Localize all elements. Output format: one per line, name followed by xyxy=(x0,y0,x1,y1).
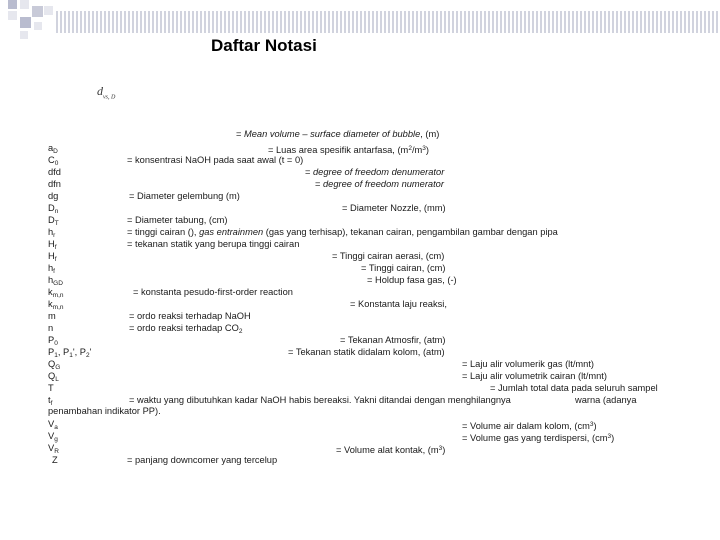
symbol: T xyxy=(48,383,54,393)
symbol: $D_n$ xyxy=(48,203,59,215)
definition: = Diameter gelembung (m) xyxy=(129,191,240,201)
symbol: dfd xyxy=(48,167,61,177)
symbol: dg xyxy=(48,191,59,201)
symbol: $V_g$ xyxy=(48,431,58,443)
definition: = Laju alir volumerik gas (lt/mnt) xyxy=(462,359,595,369)
definition: = Diameter tabung, (cm) xyxy=(127,215,228,225)
symbol: $Q_G$ xyxy=(48,359,61,371)
deco-square xyxy=(20,17,31,28)
symbol: $D_T$ xyxy=(48,215,59,227)
deco-square xyxy=(32,6,43,17)
symbol: $h_f$ xyxy=(48,263,55,275)
page-title: Daftar Notasi xyxy=(211,36,317,55)
symbol: m xyxy=(48,311,56,321)
symbol: $H_f$ xyxy=(48,239,57,251)
symbol: dfn xyxy=(48,179,61,189)
definition: = Volume alat kontak, $(m^3)$ xyxy=(336,445,446,455)
deco-square xyxy=(8,0,17,9)
definition: = Tekanan Atmosfir, (atm) xyxy=(340,335,446,345)
definition: = ordo reaksi terhadap $CO_2$ xyxy=(129,323,243,335)
definition-continuation: penambahan indikator PP). xyxy=(48,406,161,416)
symbol: $k_{m,n}$ xyxy=(48,299,64,311)
definition: = Volume air dalam kolom, $(cm^3)$ xyxy=(462,421,597,431)
header-decoration xyxy=(0,0,720,40)
definition: = Laju alir volumetrik cairan (lt/mnt) xyxy=(462,371,607,381)
definition: = Jumlah total data pada seluruh sampel xyxy=(490,383,658,393)
definition: = konsentrasi NaOH pada saat awal (t = 0) xyxy=(127,155,304,165)
definition: = konstanta pesudo-first-order reaction xyxy=(133,287,293,297)
symbol: $V_a$ xyxy=(48,419,58,431)
definition: = panjang downcomer yang tercelup xyxy=(127,455,278,465)
symbol: $P_0$ xyxy=(48,335,58,347)
symbol: $t_f$ xyxy=(48,395,53,407)
symbol: $V_R$ xyxy=(48,443,59,455)
definition: = ordo reaksi terhadap NaOH xyxy=(129,311,251,321)
definition: = Konstanta laju reaksi, xyxy=(350,299,447,309)
definition: = tekanan statik yang berupa tinggi cairan xyxy=(127,239,300,249)
symbol: $Q_L$ xyxy=(48,371,59,383)
symbol: $a_D$ xyxy=(48,143,58,155)
symbol: $h_{GD}$ xyxy=(48,275,63,287)
symbol: $H_f$ xyxy=(48,251,57,263)
symbol: $k_{m,n}$ xyxy=(48,287,64,299)
definition: = Tekanan statik didalam kolom, (atm) xyxy=(288,347,445,357)
symbol: $P_1$, $P_1'$, $P_2'$ xyxy=(48,347,92,359)
deco-square xyxy=(20,31,28,39)
definition: = Mean volume – surface diameter of bubble, (m) xyxy=(236,129,440,139)
definition: = Diameter Nozzle, (mm) xyxy=(342,203,446,213)
definition: = waktu yang dibutuhkan kadar NaOH habis bereaksi. Yakni ditandai dengan menghilangnya xyxy=(129,395,511,405)
deco-square xyxy=(34,22,42,30)
definition: = Luas area spesifik antarfasa, $(m^2/m^3)$ xyxy=(268,145,429,155)
definition: = degree of freedom denumerator xyxy=(305,167,445,177)
definition: = tinggi cairan (), gas entrainmen (gas yang terhisap), tekanan cairan, pengambilan gambar dengan pipa xyxy=(127,227,558,237)
symbol: Z xyxy=(52,455,58,465)
deco-square xyxy=(20,0,29,9)
definition: = Tinggi cairan aerasi, (cm) xyxy=(332,251,445,261)
deco-square xyxy=(44,6,53,15)
symbol: n xyxy=(48,323,54,333)
symbol: $h_r$ xyxy=(48,227,56,239)
definition: = Volume gas yang terdispersi, $(cm^3)$ xyxy=(462,433,615,443)
deco-square xyxy=(8,11,17,20)
definition: = degree of freedom numerator xyxy=(315,179,444,189)
definition: = Tinggi cairan, (cm) xyxy=(361,263,446,273)
definition-continuation: warna (adanya xyxy=(575,395,637,405)
formula-image: $d_{vs, D}$ xyxy=(97,84,116,101)
definition: = Holdup fasa gas, (-) xyxy=(367,275,457,285)
symbol: $C_0$ xyxy=(48,155,59,167)
header-stripe-band xyxy=(56,11,720,33)
